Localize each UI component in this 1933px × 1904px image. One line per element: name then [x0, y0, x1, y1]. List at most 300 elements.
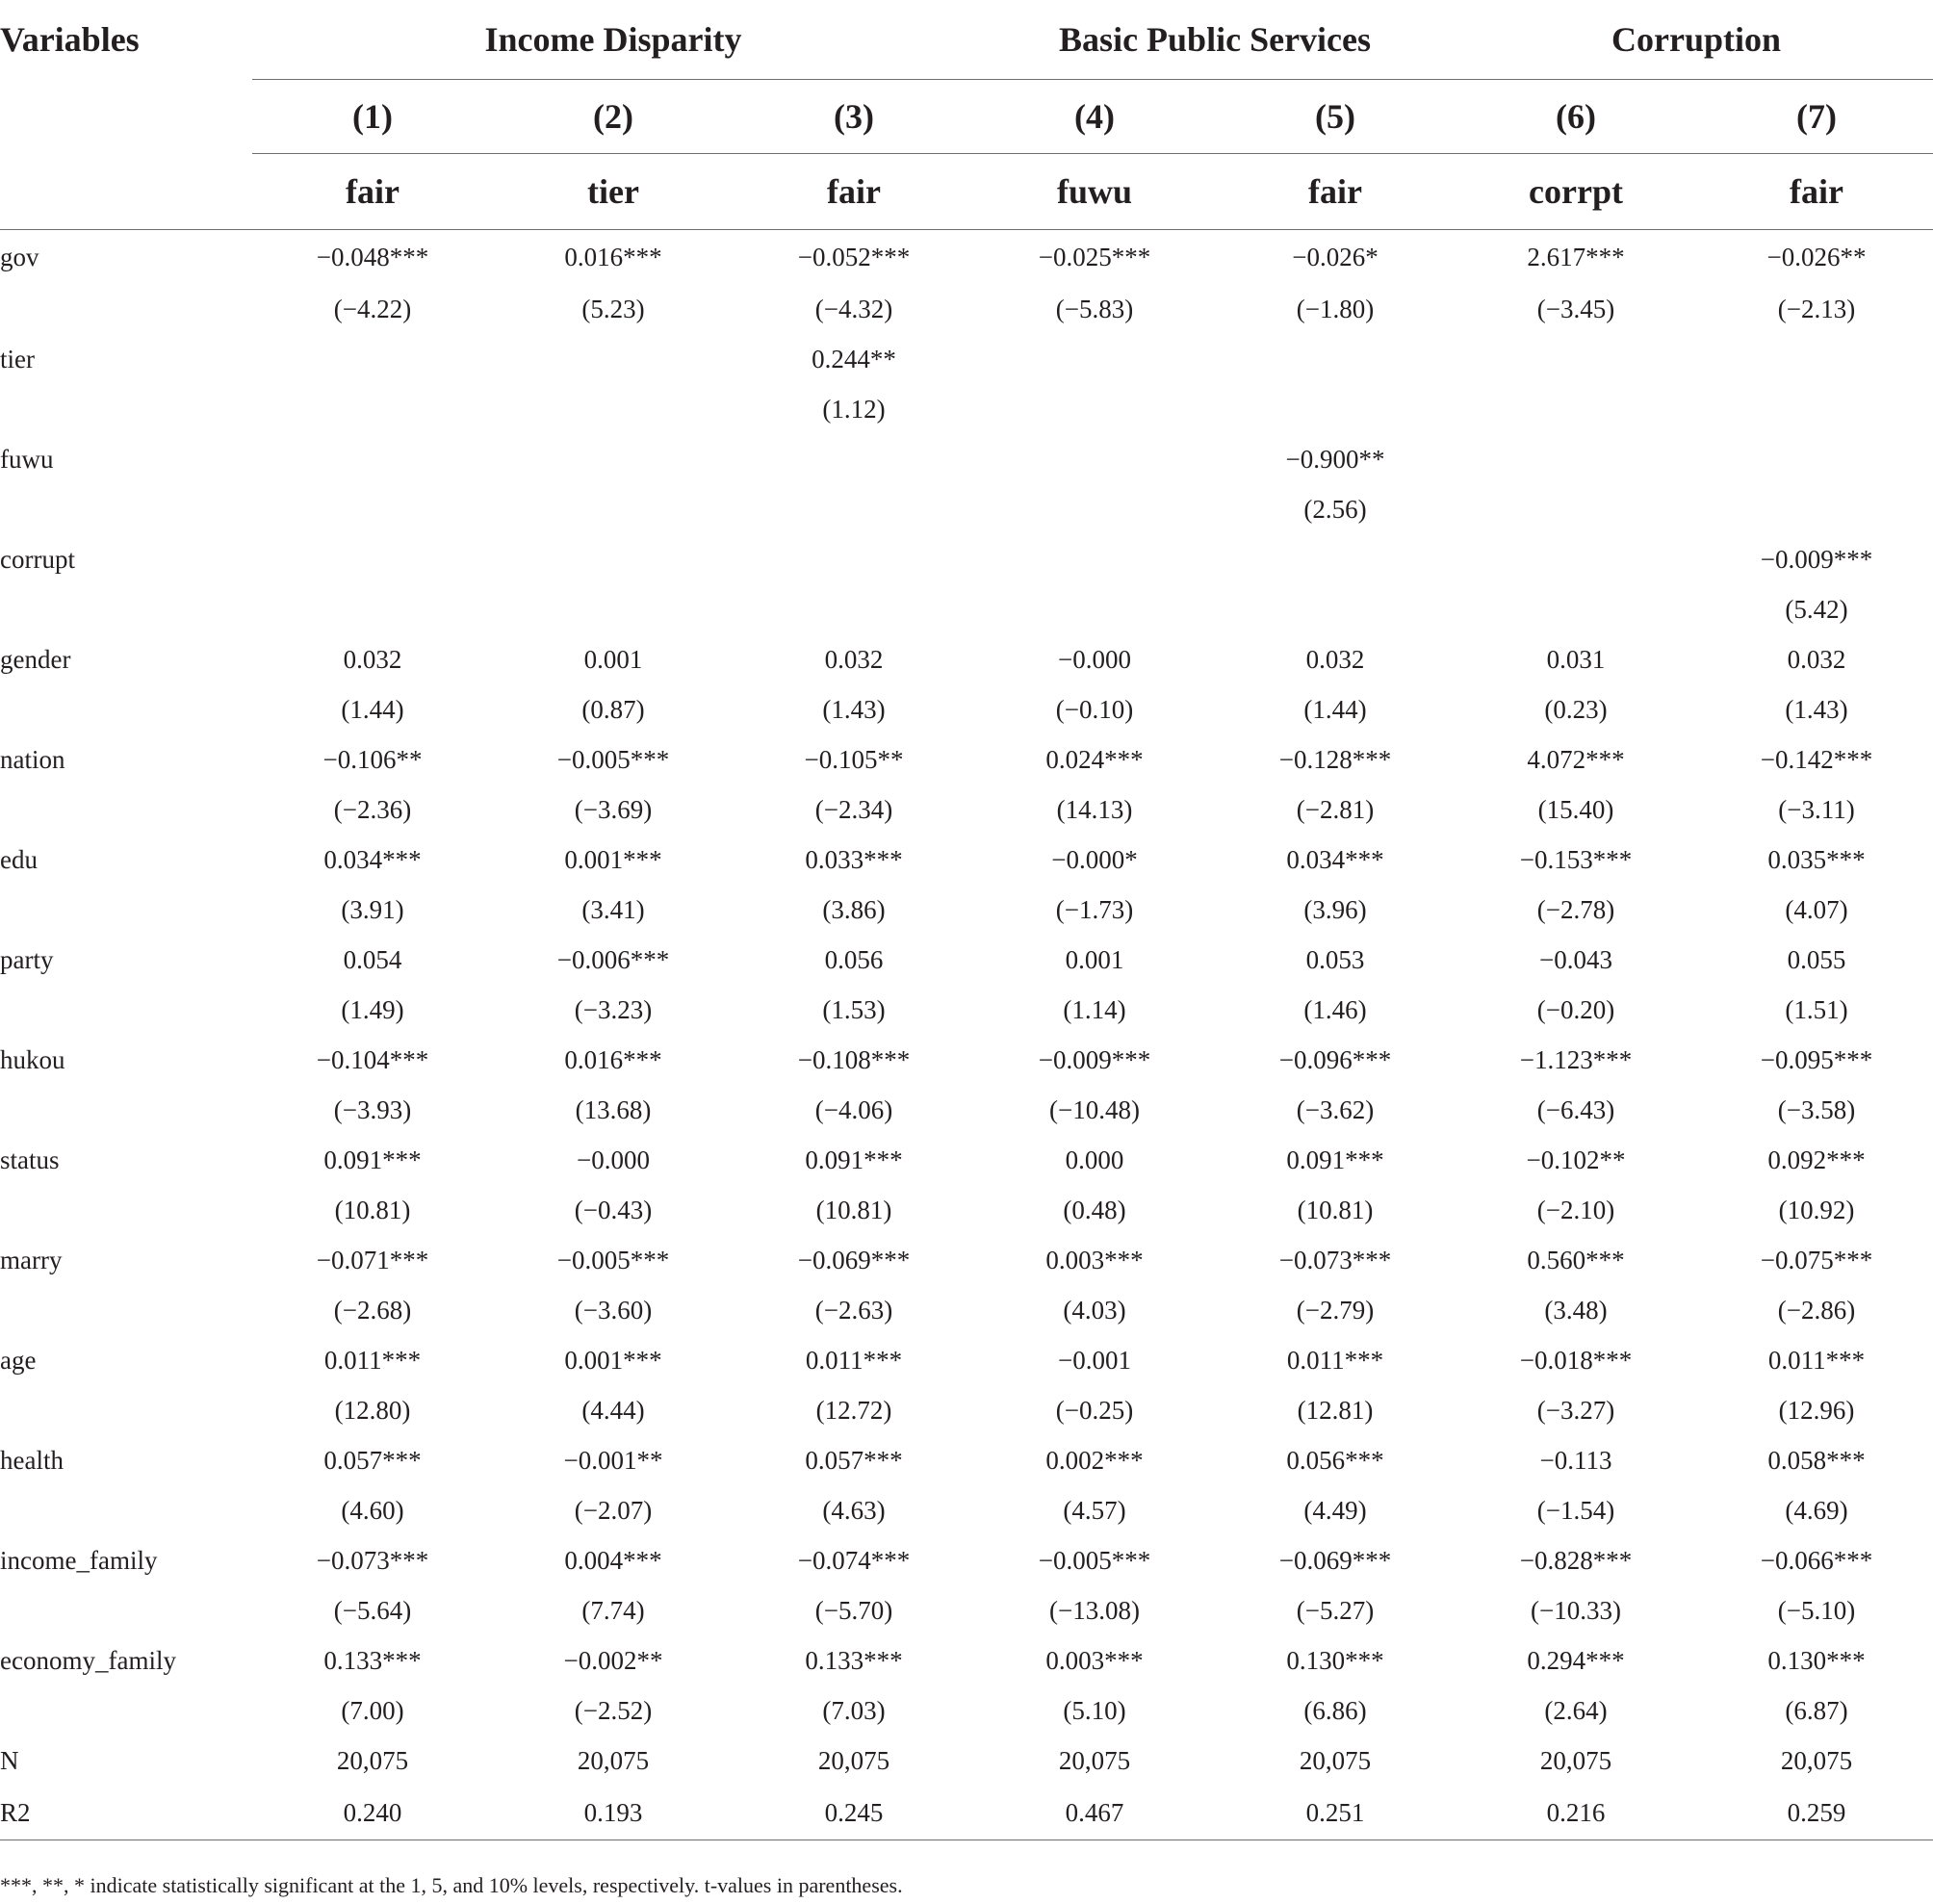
variable-label: health [0, 1445, 64, 1475]
coefficient-cell [252, 534, 493, 584]
t-value-cell: (13.68) [575, 1094, 652, 1124]
group-header-corruption: Corruption [1456, 0, 1933, 80]
summary-value-cell: 0.240 [252, 1786, 493, 1840]
coefficient-cell: 0.001 [583, 644, 643, 674]
dependent-var: fair [252, 154, 493, 230]
variable-label: tier [0, 344, 35, 373]
t-value-cell: (3.86) [822, 894, 886, 924]
t-value-cell: (4.63) [822, 1495, 886, 1525]
t-value-cell: (−1.73) [1055, 894, 1134, 924]
coefficient-cell: 0.055 [1787, 944, 1846, 974]
coefficient-cell: 0.033*** [805, 844, 903, 874]
table-row-tvalue [0, 1585, 1933, 1635]
coefficient-cell: 0.011*** [1286, 1345, 1384, 1375]
model-number: (7) [1696, 80, 1933, 154]
variable-label: economy_family [0, 1645, 176, 1675]
summary-value-cell: 20,075 [1539, 1745, 1612, 1775]
coefficient-cell: 0.057*** [323, 1445, 422, 1475]
coefficient-cell: 0.057*** [805, 1445, 903, 1475]
table-row-tvalue [0, 885, 1933, 935]
t-value-cell: (−4.06) [814, 1094, 893, 1124]
row-spacer [0, 684, 252, 734]
coefficient-cell: 0.133*** [805, 1645, 903, 1675]
variable-label: marry [0, 1245, 63, 1274]
row-spacer [0, 785, 252, 835]
summary-label: R2 [0, 1786, 252, 1840]
t-value-cell: (12.72) [815, 1395, 892, 1425]
t-value-cell [1456, 484, 1696, 534]
row-spacer [0, 384, 252, 434]
model-number: (5) [1215, 80, 1456, 154]
coefficient-cell [1696, 434, 1933, 484]
table-row-tvalue [0, 684, 1933, 734]
coefficient-cell: 0.133*** [323, 1645, 422, 1675]
coefficient-cell: −0.025*** [1038, 242, 1151, 271]
coefficient-cell: 0.002*** [1045, 1445, 1144, 1475]
t-value-cell: (−5.83) [1055, 294, 1134, 323]
coefficient-cell: −0.075*** [1760, 1245, 1873, 1274]
coefficient-cell: −0.096*** [1278, 1044, 1392, 1074]
header-spacer [0, 154, 252, 230]
coefficient-cell: 0.016*** [564, 242, 662, 271]
table-header [0, 0, 1933, 230]
t-value-cell [493, 384, 734, 434]
coefficient-cell: −0.000 [1058, 644, 1132, 674]
coefficient-cell: −0.108*** [797, 1044, 911, 1074]
coefficient-cell: 0.091*** [323, 1145, 422, 1174]
t-value-cell: (4.44) [581, 1395, 645, 1425]
coefficient-cell: −0.071*** [316, 1245, 429, 1274]
t-value-cell: (−2.63) [814, 1295, 893, 1325]
header-spacer [0, 80, 252, 154]
t-value-cell [974, 384, 1215, 434]
table-row-coefficient [0, 1635, 1933, 1685]
table-row-coefficient [0, 1435, 1933, 1485]
t-value-cell: (−2.10) [1536, 1195, 1615, 1224]
coefficient-cell: −0.009*** [1760, 544, 1873, 574]
table-row-tvalue [0, 1285, 1933, 1335]
t-value-cell: (−0.25) [1055, 1395, 1134, 1425]
row-spacer [0, 484, 252, 534]
coefficient-cell: 0.003*** [1045, 1245, 1144, 1274]
variable-label: income_family [0, 1545, 158, 1575]
table-body [0, 230, 1933, 1840]
row-spacer [0, 1285, 252, 1335]
t-value-cell [734, 484, 974, 534]
dependent-var: fair [734, 154, 974, 230]
model-number: (4) [974, 80, 1215, 154]
coefficient-cell: 0.001*** [564, 844, 662, 874]
table-row-coefficient [0, 1235, 1933, 1285]
row-spacer [0, 1385, 252, 1435]
t-value-cell: (−3.27) [1536, 1395, 1615, 1425]
t-value-cell: (10.81) [815, 1195, 892, 1224]
t-value-cell [974, 584, 1215, 634]
t-value-cell: (4.57) [1063, 1495, 1126, 1525]
coefficient-cell: −0.001 [1058, 1345, 1132, 1375]
t-value-cell: (5.10) [1063, 1695, 1126, 1725]
t-value-cell: (4.07) [1785, 894, 1848, 924]
coefficient-cell: −0.000 [577, 1145, 650, 1174]
t-value-cell: (2.56) [1303, 494, 1367, 524]
coefficient-cell: 0.034*** [323, 844, 422, 874]
coefficient-cell: −0.104*** [316, 1044, 429, 1074]
t-value-cell: (1.51) [1785, 994, 1848, 1024]
table-row-coefficient [0, 334, 1933, 384]
table-row-tvalue [0, 484, 1933, 534]
coefficient-cell: 0.003*** [1045, 1645, 1144, 1675]
t-value-cell: (−5.70) [814, 1595, 893, 1625]
coefficient-cell: 0.011*** [323, 1345, 422, 1375]
t-value-cell [493, 484, 734, 534]
coefficient-cell: 0.011*** [1767, 1345, 1866, 1375]
coefficient-cell [1215, 534, 1456, 584]
coefficient-cell: −0.105** [804, 744, 904, 774]
t-value-cell: (−2.13) [1777, 294, 1856, 323]
coefficient-cell: 0.032 [1787, 644, 1846, 674]
coefficient-cell: −0.128*** [1278, 744, 1392, 774]
table-row-tvalue [0, 1385, 1933, 1435]
coefficient-cell: −0.073*** [1278, 1245, 1392, 1274]
row-spacer [0, 1085, 252, 1135]
table-row-tvalue [0, 785, 1933, 835]
coefficient-cell: 0.032 [824, 644, 884, 674]
t-value-cell: (−2.07) [574, 1495, 653, 1525]
coefficient-cell: −0.026* [1292, 242, 1379, 271]
t-value-cell: (−3.93) [333, 1094, 412, 1124]
t-value-cell: (1.43) [1785, 694, 1848, 724]
coefficient-cell: 0.034*** [1286, 844, 1384, 874]
t-value-cell: (2.64) [1544, 1695, 1608, 1725]
coefficient-cell [974, 534, 1215, 584]
t-value-cell: (15.40) [1537, 794, 1614, 824]
summary-value-cell: 20,075 [1058, 1745, 1131, 1775]
t-value-cell: (−2.79) [1296, 1295, 1375, 1325]
t-value-cell: (3.48) [1544, 1295, 1608, 1325]
row-spacer [0, 1585, 252, 1635]
t-value-cell: (7.74) [581, 1595, 645, 1625]
t-value-cell: (4.49) [1303, 1495, 1367, 1525]
coefficient-cell [734, 534, 974, 584]
coefficient-cell: −0.052*** [797, 242, 911, 271]
row-spacer [0, 885, 252, 935]
summary-value-cell: 20,075 [1780, 1745, 1853, 1775]
coefficient-cell: 0.091*** [1286, 1145, 1384, 1174]
model-number: (1) [252, 80, 493, 154]
table-row-coefficient [0, 734, 1933, 785]
summary-value-cell: 20,075 [336, 1745, 409, 1775]
t-value-cell [1215, 384, 1456, 434]
variable-label: status [0, 1145, 60, 1174]
t-value-cell: (−5.64) [333, 1595, 412, 1625]
header-dependent-var-row [0, 154, 1933, 230]
t-value-cell: (7.03) [822, 1695, 886, 1725]
coefficient-cell: 0.092*** [1767, 1145, 1866, 1174]
t-value-cell: (−13.08) [1049, 1595, 1141, 1625]
coefficient-cell: 0.560*** [1527, 1245, 1625, 1274]
table-row-tvalue [0, 384, 1933, 434]
t-value-cell: (6.87) [1785, 1695, 1848, 1725]
table-row-tvalue [0, 1185, 1933, 1235]
table-row-coefficient [0, 434, 1933, 484]
t-value-cell: (−3.23) [574, 994, 653, 1024]
t-value-cell: (−2.68) [333, 1295, 412, 1325]
t-value-cell: (3.91) [341, 894, 404, 924]
row-spacer [0, 1685, 252, 1736]
summary-value-cell: 0.245 [734, 1786, 974, 1840]
table-row-tvalue [0, 985, 1933, 1035]
t-value-cell: (−0.20) [1536, 994, 1615, 1024]
t-value-cell: (−2.34) [814, 794, 893, 824]
coefficient-cell: −0.009*** [1038, 1044, 1151, 1074]
t-value-cell [1696, 384, 1933, 434]
variables-header: Variables [0, 20, 140, 60]
coefficient-cell [493, 334, 734, 384]
dependent-var: fair [1696, 154, 1933, 230]
t-value-cell: (−2.86) [1777, 1295, 1856, 1325]
model-number: (3) [734, 80, 974, 154]
coefficient-cell [1696, 334, 1933, 384]
t-value-cell [1456, 384, 1696, 434]
coefficient-cell [1456, 434, 1696, 484]
coefficient-cell: 0.056 [824, 944, 884, 974]
t-value-cell: (−2.81) [1296, 794, 1375, 824]
header-model-number-row [0, 80, 1933, 154]
t-value-cell: (10.81) [1297, 1195, 1374, 1224]
coefficient-cell: 0.001*** [564, 1345, 662, 1375]
t-value-cell: (1.49) [341, 994, 404, 1024]
dependent-var: fuwu [974, 154, 1215, 230]
coefficient-cell: 0.056*** [1286, 1445, 1384, 1475]
coefficient-cell [974, 334, 1215, 384]
table-row-coefficient [0, 935, 1933, 985]
summary-value-cell: 0.467 [974, 1786, 1215, 1840]
t-value-cell: (10.81) [334, 1195, 411, 1224]
t-value-cell: (−5.27) [1296, 1595, 1375, 1625]
coefficient-cell [1456, 334, 1696, 384]
variable-label: gov [0, 242, 39, 271]
group-header-basic-public-services: Basic Public Services [974, 0, 1456, 80]
t-value-cell: (3.96) [1303, 894, 1367, 924]
coefficient-cell [493, 534, 734, 584]
header-group-row [0, 0, 1933, 80]
t-value-cell: (−3.45) [1536, 294, 1615, 323]
coefficient-cell: −0.005*** [556, 744, 670, 774]
t-value-cell: (−2.36) [333, 794, 412, 824]
t-value-cell: (12.96) [1778, 1395, 1855, 1425]
t-value-cell: (−1.80) [1296, 294, 1375, 323]
variable-label: edu [0, 844, 38, 874]
coefficient-cell: 0.130*** [1286, 1645, 1384, 1675]
table-row-coefficient [0, 1535, 1933, 1585]
table-row-coefficient [0, 835, 1933, 885]
t-value-cell: (7.00) [341, 1695, 404, 1725]
row-spacer [0, 284, 252, 334]
variable-label: fuwu [0, 444, 54, 474]
coefficient-cell [974, 434, 1215, 484]
t-value-cell: (−0.43) [574, 1195, 653, 1224]
t-value-cell: (12.81) [1297, 1395, 1374, 1425]
t-value-cell: (1.46) [1303, 994, 1367, 1024]
table-row-tvalue [0, 584, 1933, 634]
t-value-cell: (−10.48) [1049, 1094, 1141, 1124]
table-row-coefficient [0, 230, 1933, 285]
table-row-tvalue [0, 1685, 1933, 1736]
t-value-cell: (4.60) [341, 1495, 404, 1525]
coefficient-cell: −0.113 [1539, 1445, 1612, 1475]
summary-value-cell: 0.193 [493, 1786, 734, 1840]
coefficient-cell [252, 434, 493, 484]
t-value-cell: (−2.52) [574, 1695, 653, 1725]
coefficient-cell: −0.066*** [1760, 1545, 1873, 1575]
t-value-cell: (5.23) [581, 294, 645, 323]
summary-value-cell: 0.216 [1456, 1786, 1696, 1840]
coefficient-cell: −0.073*** [316, 1545, 429, 1575]
t-value-cell [1696, 484, 1933, 534]
row-spacer [0, 1485, 252, 1535]
t-value-cell: (12.80) [334, 1395, 411, 1425]
t-value-cell: (0.48) [1063, 1195, 1126, 1224]
coefficient-cell [252, 334, 493, 384]
dependent-var: tier [493, 154, 734, 230]
model-number: (2) [493, 80, 734, 154]
t-value-cell: (14.13) [1056, 794, 1133, 824]
t-value-cell: (−10.33) [1531, 1595, 1622, 1625]
coefficient-cell: −0.074*** [797, 1545, 911, 1575]
coefficient-cell: −0.048*** [316, 242, 429, 271]
t-value-cell: (−3.62) [1296, 1094, 1375, 1124]
coefficient-cell: −0.005*** [556, 1245, 670, 1274]
summary-value-cell: 0.251 [1215, 1786, 1456, 1840]
table-row-tvalue [0, 1085, 1933, 1135]
variable-label: gender [0, 644, 71, 674]
coefficient-cell: −0.142*** [1760, 744, 1873, 774]
coefficient-cell: −0.002** [563, 1645, 663, 1675]
coefficient-cell: −0.043 [1539, 944, 1613, 974]
coefficient-cell: 0.001 [1065, 944, 1124, 974]
row-spacer [0, 985, 252, 1035]
coefficient-cell: 0.244** [812, 344, 896, 373]
t-value-cell [1456, 584, 1696, 634]
coefficient-cell: −0.026** [1766, 242, 1867, 271]
t-value-cell [493, 584, 734, 634]
coefficient-cell: −0.900** [1285, 444, 1385, 474]
variable-label: age [0, 1345, 37, 1375]
t-value-cell: (6.86) [1303, 1695, 1367, 1725]
coefficient-cell: 0.011*** [805, 1345, 903, 1375]
coefficient-cell: −0.018*** [1519, 1345, 1633, 1375]
dependent-var: fair [1215, 154, 1456, 230]
t-value-cell [252, 384, 493, 434]
t-value-cell: (−3.69) [574, 794, 653, 824]
coefficient-cell: 4.072*** [1527, 744, 1625, 774]
t-value-cell: (−1.54) [1536, 1495, 1615, 1525]
group-header-income-disparity: Income Disparity [252, 0, 974, 80]
t-value-cell: (−2.78) [1536, 894, 1615, 924]
table-row-coefficient [0, 634, 1933, 684]
variable-label: party [0, 944, 54, 974]
coefficient-cell: 0.294*** [1527, 1645, 1625, 1675]
table-row-coefficient [0, 534, 1933, 584]
coefficient-cell: 0.054 [343, 944, 402, 974]
coefficient-cell: 0.032 [343, 644, 402, 674]
coefficient-cell: 0.004*** [564, 1545, 662, 1575]
coefficient-cell: −0.069*** [797, 1245, 911, 1274]
table-row-coefficient [0, 1135, 1933, 1185]
t-value-cell: (1.44) [341, 694, 404, 724]
table-row-coefficient [0, 1335, 1933, 1385]
t-value-cell: (1.44) [1303, 694, 1367, 724]
summary-value-cell: 20,075 [1299, 1745, 1372, 1775]
coefficient-cell: 2.617*** [1527, 242, 1625, 271]
coefficient-cell: 0.016*** [564, 1044, 662, 1074]
coefficient-cell: −0.102** [1526, 1145, 1626, 1174]
coefficient-cell: −0.153*** [1519, 844, 1633, 874]
t-value-cell: (1.43) [822, 694, 886, 724]
t-value-cell: (−3.58) [1777, 1094, 1856, 1124]
coefficient-cell: 0.024*** [1045, 744, 1144, 774]
coefficient-cell: −0.069*** [1278, 1545, 1392, 1575]
t-value-cell [252, 484, 493, 534]
t-value-cell [252, 584, 493, 634]
variable-label: corrupt [0, 544, 75, 574]
coefficient-cell [1456, 534, 1696, 584]
coefficient-cell: 0.053 [1305, 944, 1365, 974]
model-number: (6) [1456, 80, 1696, 154]
t-value-cell: (3.41) [581, 894, 645, 924]
coefficient-cell: 0.130*** [1767, 1645, 1866, 1675]
variable-label: nation [0, 744, 65, 774]
t-value-cell: (1.12) [822, 394, 886, 424]
coefficient-cell: −0.095*** [1760, 1044, 1873, 1074]
table-row-tvalue [0, 1485, 1933, 1535]
summary-row [0, 1786, 1933, 1840]
summary-row [0, 1736, 1933, 1786]
t-value-cell [1215, 584, 1456, 634]
t-value-cell: (−4.22) [333, 294, 412, 323]
t-value-cell: (−5.10) [1777, 1595, 1856, 1625]
dependent-var: corrpt [1456, 154, 1696, 230]
variable-label: hukou [0, 1044, 65, 1074]
t-value-cell: (1.53) [822, 994, 886, 1024]
summary-label: N [0, 1745, 19, 1775]
t-value-cell: (−4.32) [814, 294, 893, 323]
coefficient-cell: −0.000* [1051, 844, 1138, 874]
t-value-cell: (10.92) [1778, 1195, 1855, 1224]
row-spacer [0, 584, 252, 634]
coefficient-cell: 0.091*** [805, 1145, 903, 1174]
summary-value-cell: 20,075 [577, 1745, 650, 1775]
t-value-cell [974, 484, 1215, 534]
t-value-cell: (−3.60) [574, 1295, 653, 1325]
coefficient-cell: −0.006*** [556, 944, 670, 974]
coefficient-cell: 0.035*** [1767, 844, 1866, 874]
table-footnote: ***, **, * indicate statistically significant at the 1, 5, and 10% levels, respectively. t-values in parentheses. [0, 1873, 903, 1897]
coefficient-cell: −0.001** [563, 1445, 663, 1475]
t-value-cell: (5.42) [1785, 594, 1848, 624]
coefficient-cell: −1.123*** [1519, 1044, 1633, 1074]
coefficient-cell: 0.058*** [1767, 1445, 1866, 1475]
t-value-cell [734, 584, 974, 634]
row-spacer [0, 1185, 252, 1235]
coefficient-cell [1215, 334, 1456, 384]
t-value-cell: (4.03) [1063, 1295, 1126, 1325]
coefficient-cell: 0.000 [1065, 1145, 1124, 1174]
t-value-cell: (0.23) [1544, 694, 1608, 724]
table-row-coefficient [0, 1035, 1933, 1085]
coefficient-cell: −0.828*** [1519, 1545, 1633, 1575]
coefficient-cell: −0.005*** [1038, 1545, 1151, 1575]
